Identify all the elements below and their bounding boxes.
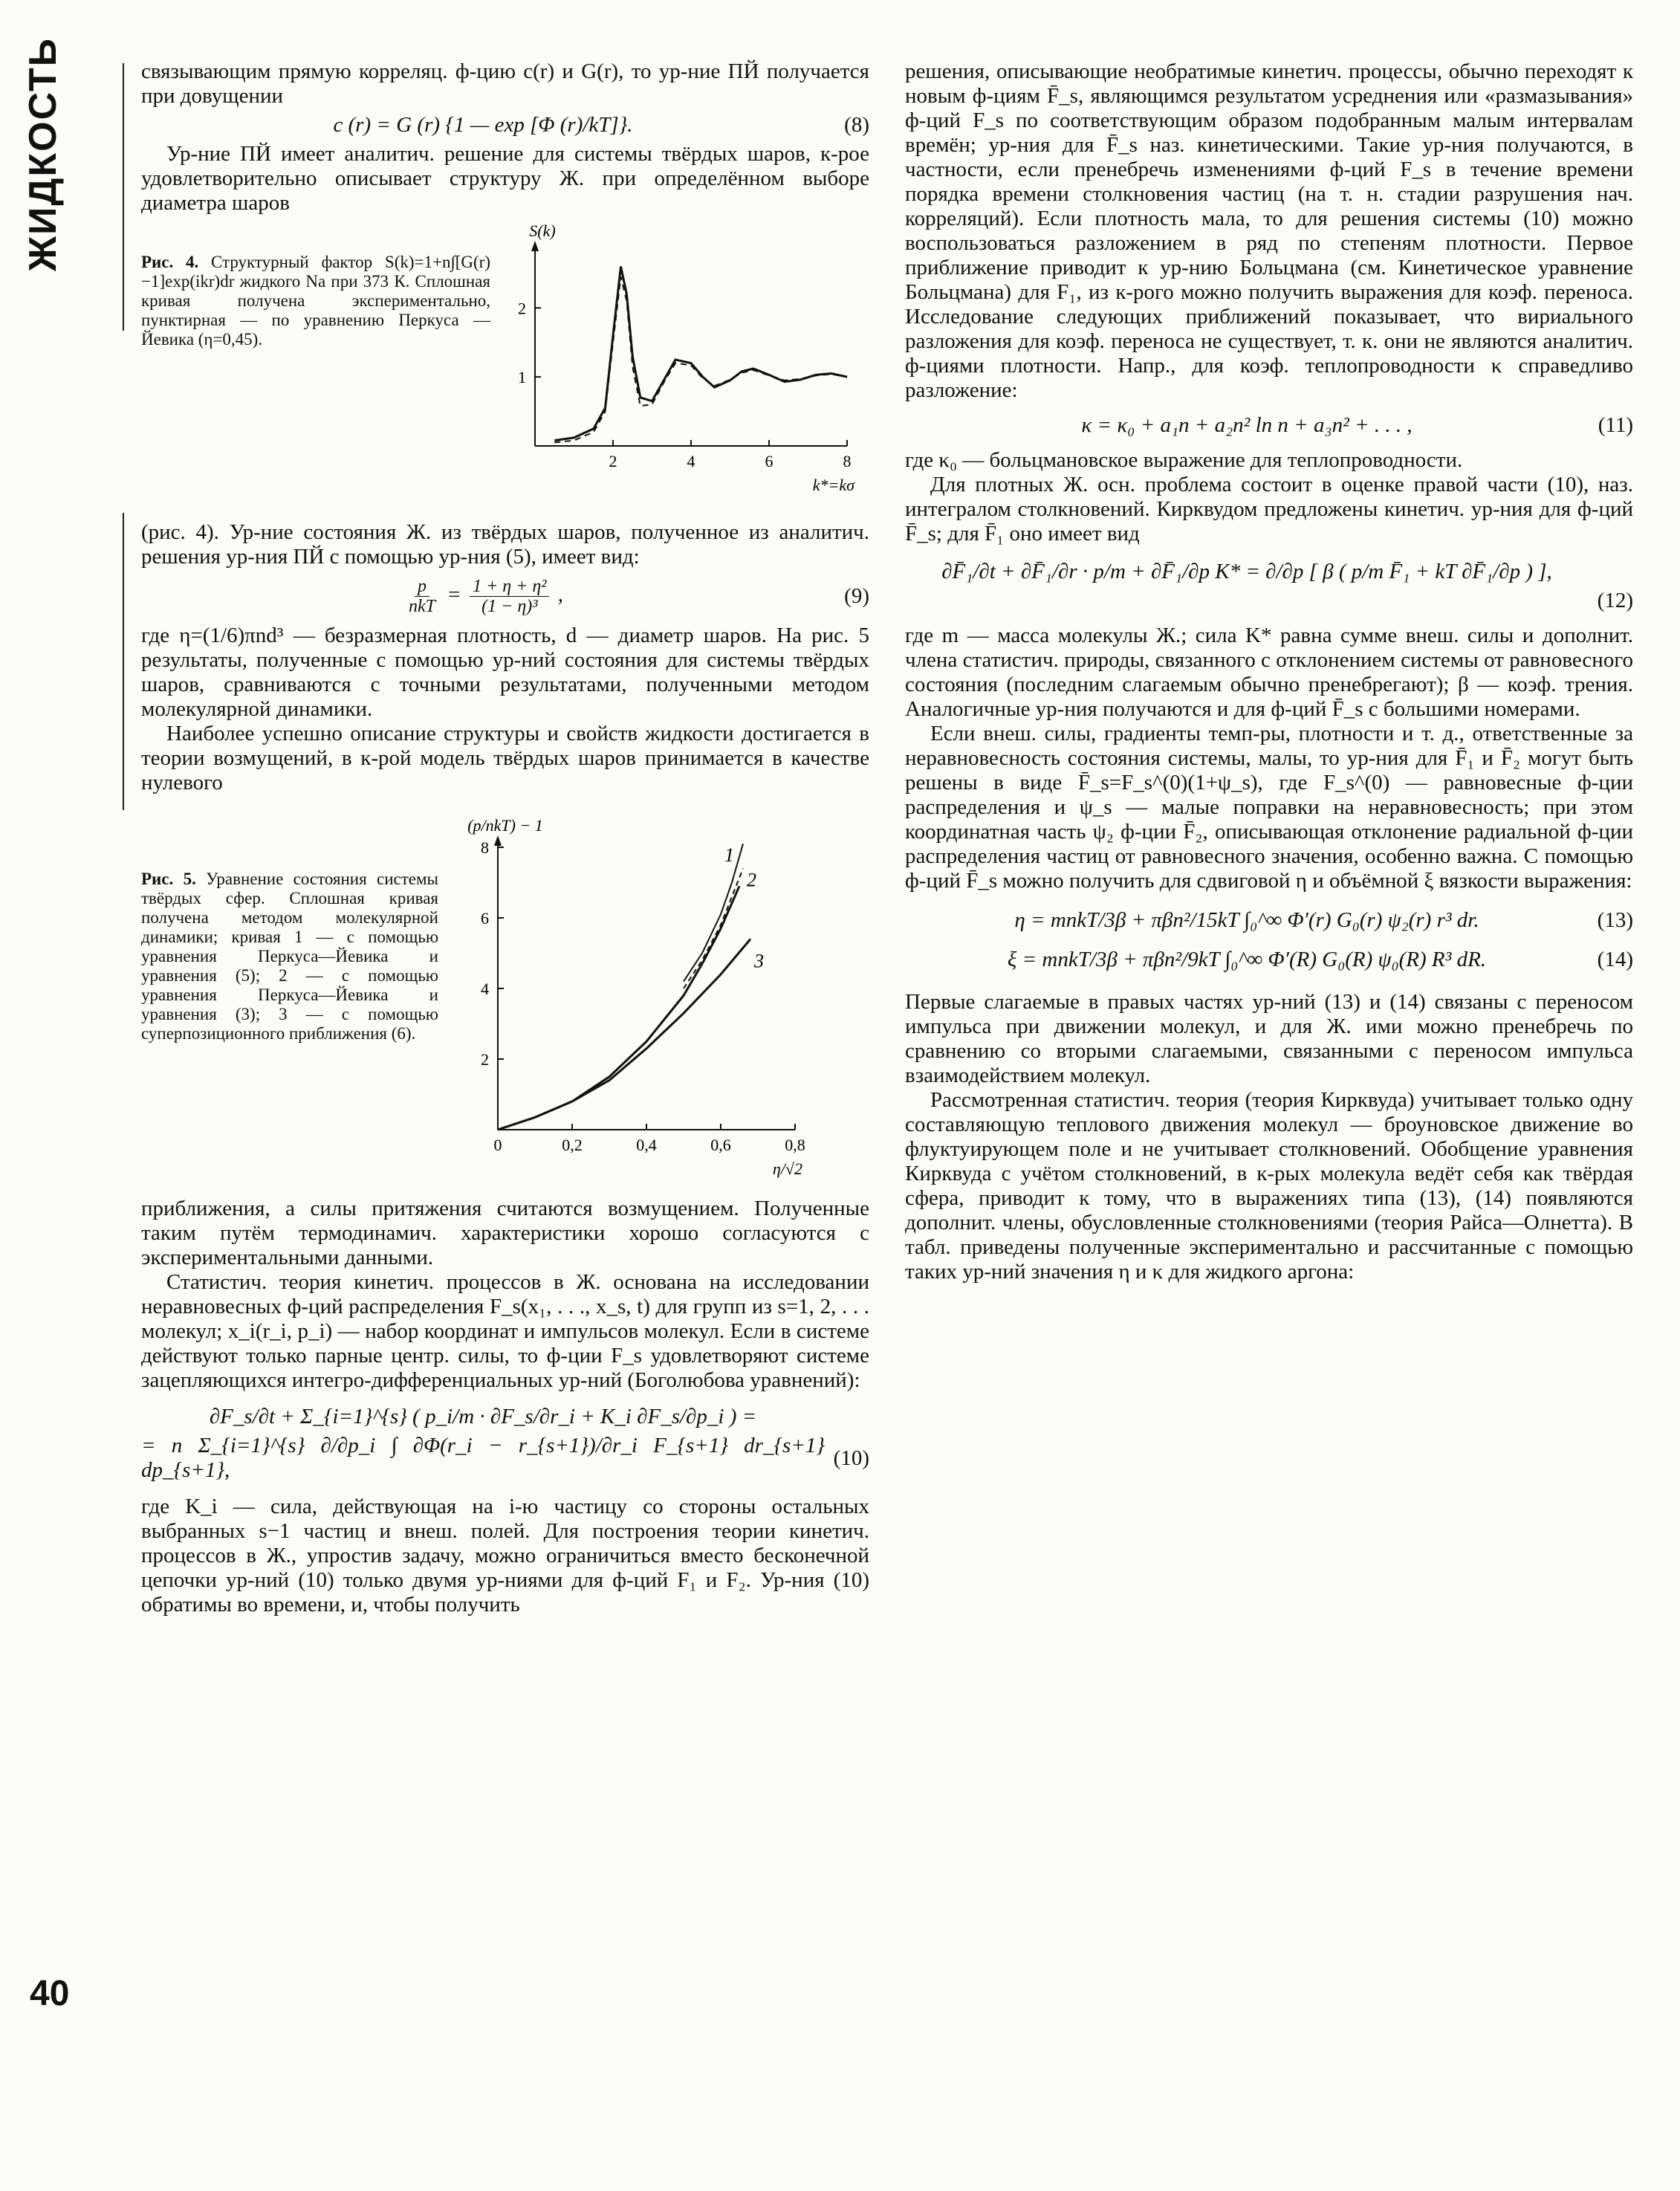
figure-caption xyxy=(141,870,438,1043)
paragraph: Ур-ние ПЙ имеет аналитич. решение для системы твёрдых шаров, к-рое удовлетворительно описывает структуру Ж. при определённом выборе диаметра шаров xyxy=(141,142,869,215)
denominator: (1 − η)³ xyxy=(481,597,538,616)
equation-13 xyxy=(905,908,1633,933)
x-tick-label: 0,4 xyxy=(636,1136,657,1154)
figure-4 xyxy=(141,223,869,513)
figure-5 xyxy=(141,803,869,1189)
x-tick-label: 0 xyxy=(493,1136,502,1154)
left-column xyxy=(141,59,869,1617)
equation-text: ξ = mnkT/3β + πβn²/9kT ∫₀^∞ Φ′(R) G₀(R) ψ₀(R) R³ dR. xyxy=(1007,948,1487,971)
fraction xyxy=(406,577,438,616)
equation-number: (11) xyxy=(1598,413,1633,437)
equation-text: ∂F_s/∂t + Σ_{i=1}^{s} ( p_i/m · ∂F_s/∂r_i + K_i ∂F_s/∂p_i ) = xyxy=(209,1405,757,1428)
comma: , xyxy=(557,583,563,607)
series-line xyxy=(554,277,847,443)
x-tick-label: 2 xyxy=(609,452,617,470)
equation-number: (12) xyxy=(1597,589,1633,612)
y-axis-label: S(k) xyxy=(529,223,556,240)
paragraph: Первые слагаемые в правых частях ур-ний (13) и (14) связаны с переносом импульса при движении молекул, и для Ж. ими можно пренебречь по сравнению со вторыми слагаемыми, связанными с переносом импульса взаимодействием молекул. xyxy=(905,990,1633,1087)
equation-text: ∂F̄₁/∂t + ∂F̄₁/∂r · p/m + ∂F̄₁/∂p K* = ∂/∂p [ β ( p/m F̄₁ + kT ∂F̄₁/∂p ) ], xyxy=(941,560,1552,583)
equation-number: (9) xyxy=(844,584,869,608)
y-axis-label: (p/nkT) − 1 xyxy=(467,816,543,835)
paragraph: где K_i — сила, действующая на i-ю частицу со стороны остальных выбранных s−1 частиц и внеш. полей. Для построения теории кинетич. процессов в Ж., упростив задачу, можно ограничиться вместо бесконечной цепочки ур-ний (10) только двумя ур-ниями для ф-ций F₁ и F₂. Ур-ния (10) обратимы во времени, и, чтобы получить xyxy=(141,1495,869,1616)
equation-of-state-chart xyxy=(453,803,869,1189)
equation-12 xyxy=(905,560,1633,584)
paragraph: Рассмотренная статистич. теория (теория Кирквуда) учитывает только одну составляющую теплового движения молекул — броуновское движение во флуктуирующем поле и не учитывает столкновений. Обобщение уравнения Кирквуда с учётом столкновений, в к-рых молекула ведёт себя как твёрдая сфера, приводит к тому, что в выражениях типа (13), (14) появляются дополнит. члены, обусловленные столкновениями (теория Райса—Олнетта). В табл. приведены полученные экспериментально и рассчитанные с помощью таких ур-ний значения η и κ для жидкого аргона: xyxy=(905,1088,1633,1284)
equation-10a xyxy=(141,1405,869,1429)
structure-factor-chart xyxy=(498,223,869,513)
curve-label: 2 xyxy=(747,869,756,891)
caption-text: Структурный фактор S(k)=1+n∫[G(r)−1]exp(ikr)dr жидкого Na при 373 К. Сплошная кривая получена экспериментально, пунктирная — по уравнению Перкуса — Йевика (η=0,45). xyxy=(141,253,490,349)
x-tick-label: 0,6 xyxy=(710,1136,731,1154)
y-axis-arrow xyxy=(531,241,539,251)
paragraph: связывающим прямую корреляц. ф-цию c(r) и G(r), то ур-ние ПЙ получается при довущении xyxy=(141,59,869,108)
paragraph: Если внеш. силы, градиенты темп-ры, плотности и т. д., ответственные за неравновесность состояния системы, малы, то ур-ния для F̄₁ и F̄₂ могут быть решены в виде F̄_s=F_s^(0)(1+ψ_s), где F_s^(0) — равновесные ф-ции распределения и ψ_s — малые поправки на неравновесность; при этом координатная часть ψ₂ ф-ции F̄₂, описывающая отклонение радиальной ф-ции распределения частиц от равновесного значения, особенно важна. С помощью ф-ций F̄_s можно получить для сдвиговой η и объёмной ξ вязкости выражения: xyxy=(905,722,1633,893)
curve-label: 3 xyxy=(754,950,764,972)
denominator: nkT xyxy=(409,597,435,616)
equation-text: c (r) = G (r) {1 — exp [Φ (r)/kT]}. xyxy=(333,113,633,137)
margin-rule xyxy=(123,513,124,810)
x-axis-label: k*=kσ xyxy=(812,476,854,494)
y-tick-label: 6 xyxy=(481,909,489,928)
running-head xyxy=(21,37,65,271)
paragraph: Для плотных Ж. осн. проблема состоит в оценке правой части (10), наз. интегралом столкновений. Кирквудом предложены кинетич. ур-ния для ф-ций F̄_s; для F̄₁ оно имеет вид xyxy=(905,473,1633,546)
paragraph: Статистич. теория кинетич. процессов в Ж. основана на исследовании неравновесных ф-ций распределения F_s(x₁, . . ., x_s, t) для групп из s=1, 2, . . . молекул; x_i(r_i, p_i) — набор координат и импульсов молекул. Если в системе действуют только парные центр. силы, то ф-ции F_s удовлетворяют системе зацепляющихся интегро-дифференциальных ур-ний (Боголюбова уравнений): xyxy=(141,1270,869,1392)
x-tick-label: 8 xyxy=(843,452,852,470)
x-tick-label: 0,8 xyxy=(785,1136,805,1154)
y-tick-label: 4 xyxy=(481,980,489,998)
y-tick-label: 2 xyxy=(481,1050,489,1069)
series-line xyxy=(554,267,847,441)
x-tick-label: 4 xyxy=(687,452,695,470)
figure-caption xyxy=(141,253,490,349)
equation-body xyxy=(403,577,608,616)
right-column xyxy=(905,59,1633,1284)
paragraph: приближения, а силы притяжения считаются возмущением. Полученные таким путём термодинамич. характеристики хорошо согласуются с экспериментальными данными. xyxy=(141,1197,869,1269)
x-axis-label: η/√2 xyxy=(772,1159,802,1178)
series-line xyxy=(684,844,743,981)
paragraph: где η=(1/6)πnd³ — безразмерная плотность, d — диаметр шаров. На рис. 5 результаты, полученные с помощью ур-ний состояния для системы твёрдых шаров, сравниваются с точными результатами, полученными методом молекулярной динамики. xyxy=(141,624,869,721)
y-tick-label: 1 xyxy=(518,368,526,387)
curve-label: 1 xyxy=(724,844,734,866)
paragraph: решения, описывающие необратимые кинетич. процессы, обычно переходят к новым ф-циям F̄_s, являющимся результатом усреднения или «размазывания» ф-ций F_s по соответствующим образом подобранным малым интервалам времён; ур-ния для F̄_s наз. кинетическими. Такие ур-ния получаются, в частности, если пренебречь изменениями ф-ций F_s в течение времени порядка времени столкновения частиц (на т. н. стадии разрушения нач. корреляций). Если плотность мала, то для решения системы (10) можно воспользоваться разложением в ряд по степеням плотности. Первое приближение приводит к ур-нию Больцмана (см. Кинетическое уравнение Больцмана) для F₁, из к-рого можно получить выражения для коэф. переноса. Исследование следующих приближений показывает, что вириального разложения для коэф. переноса не существует, т. к. они не являются аналитич. ф-циями плотности. Напр., для коэф. теплопроводности κ справедливо разложение: xyxy=(905,59,1633,402)
equation-text: κ = κ₀ + a₁n + a₂n² ln n + a₃n² + . . . , xyxy=(1081,413,1413,437)
equation-10b xyxy=(141,1434,869,1483)
equation-text: η = mnkT/3β + πβn²/15kT ∫₀^∞ Φ′(r) G₀(r) ψ₂(r) r³ dr. xyxy=(1014,908,1479,932)
equation-number: (10) xyxy=(833,1446,869,1470)
paragraph: Наиболее успешно описание структуры и свойств жидкости достигается в теории возмущений, в к-рой модель твёрдых шаров принимается в качестве нулевого xyxy=(141,722,869,794)
y-tick-label: 8 xyxy=(481,838,489,857)
numerator: p xyxy=(415,577,429,597)
margin-rule xyxy=(123,63,124,331)
equation-14 xyxy=(905,948,1633,972)
equation-8 xyxy=(141,113,869,137)
x-tick-label: 0,2 xyxy=(562,1136,583,1154)
caption-label: Рис. 4. xyxy=(141,253,199,271)
page-number: 40 xyxy=(30,1974,70,2013)
equation-12-number-row xyxy=(905,589,1633,613)
numerator: 1 + η + η² xyxy=(470,577,549,597)
y-tick-label: 2 xyxy=(518,299,526,318)
equation-text: = n Σ_{i=1}^{s} ∂/∂p_i ∫ ∂Φ(r_i − r_{s+1})/∂r_i F_{s+1} dr_{s+1} dp_{s+1}, xyxy=(141,1434,825,1482)
y-axis-arrow xyxy=(494,835,502,846)
x-tick-label: 6 xyxy=(765,452,773,470)
equation-number: (14) xyxy=(1597,948,1633,971)
series-line xyxy=(498,886,739,1130)
equation-9 xyxy=(141,577,869,616)
series-line xyxy=(498,939,750,1130)
equals-sign: = xyxy=(447,583,461,607)
paragraph: где κ₀ — больцмановское выражение для теплопроводности. xyxy=(905,448,1463,472)
paragraph: где m — масса молекулы Ж.; сила K* равна сумме внеш. силы и дополнит. члена статистич. природы, связанного с отклонением системы от равновесного состояния (последним слагаемым обычно пренебрегают); β — коэф. трения. Аналогичные ур-ния получаются и для ф-ций F̄_s с большими номерами. xyxy=(905,624,1633,721)
caption-label: Рис. 5. xyxy=(141,870,196,888)
running-head-text: ЖИДКОСТЬ xyxy=(22,37,65,271)
caption-text: Уравнение состояния системы твёрдых сфер. Сплошная кривая получена методом молекулярной динамики; кривая 1 — с помощью уравнения Перкуса—Йевика и уравнения (5); 2 — с помощью уравнения Перкуса—Йевика и уравнения (3); 3 — с помощью суперпозиционного приближения (6). xyxy=(141,870,438,1043)
equation-number: (8) xyxy=(844,113,869,137)
paragraph: (рис. 4). Ур-ние состояния Ж. из твёрдых шаров, полученное из аналитич. решения ур-ния ПЙ с помощью ур-ния (5), имеет вид: xyxy=(141,520,869,569)
equation-11 xyxy=(905,413,1633,438)
equation-number: (13) xyxy=(1597,908,1633,932)
fraction xyxy=(470,577,549,616)
